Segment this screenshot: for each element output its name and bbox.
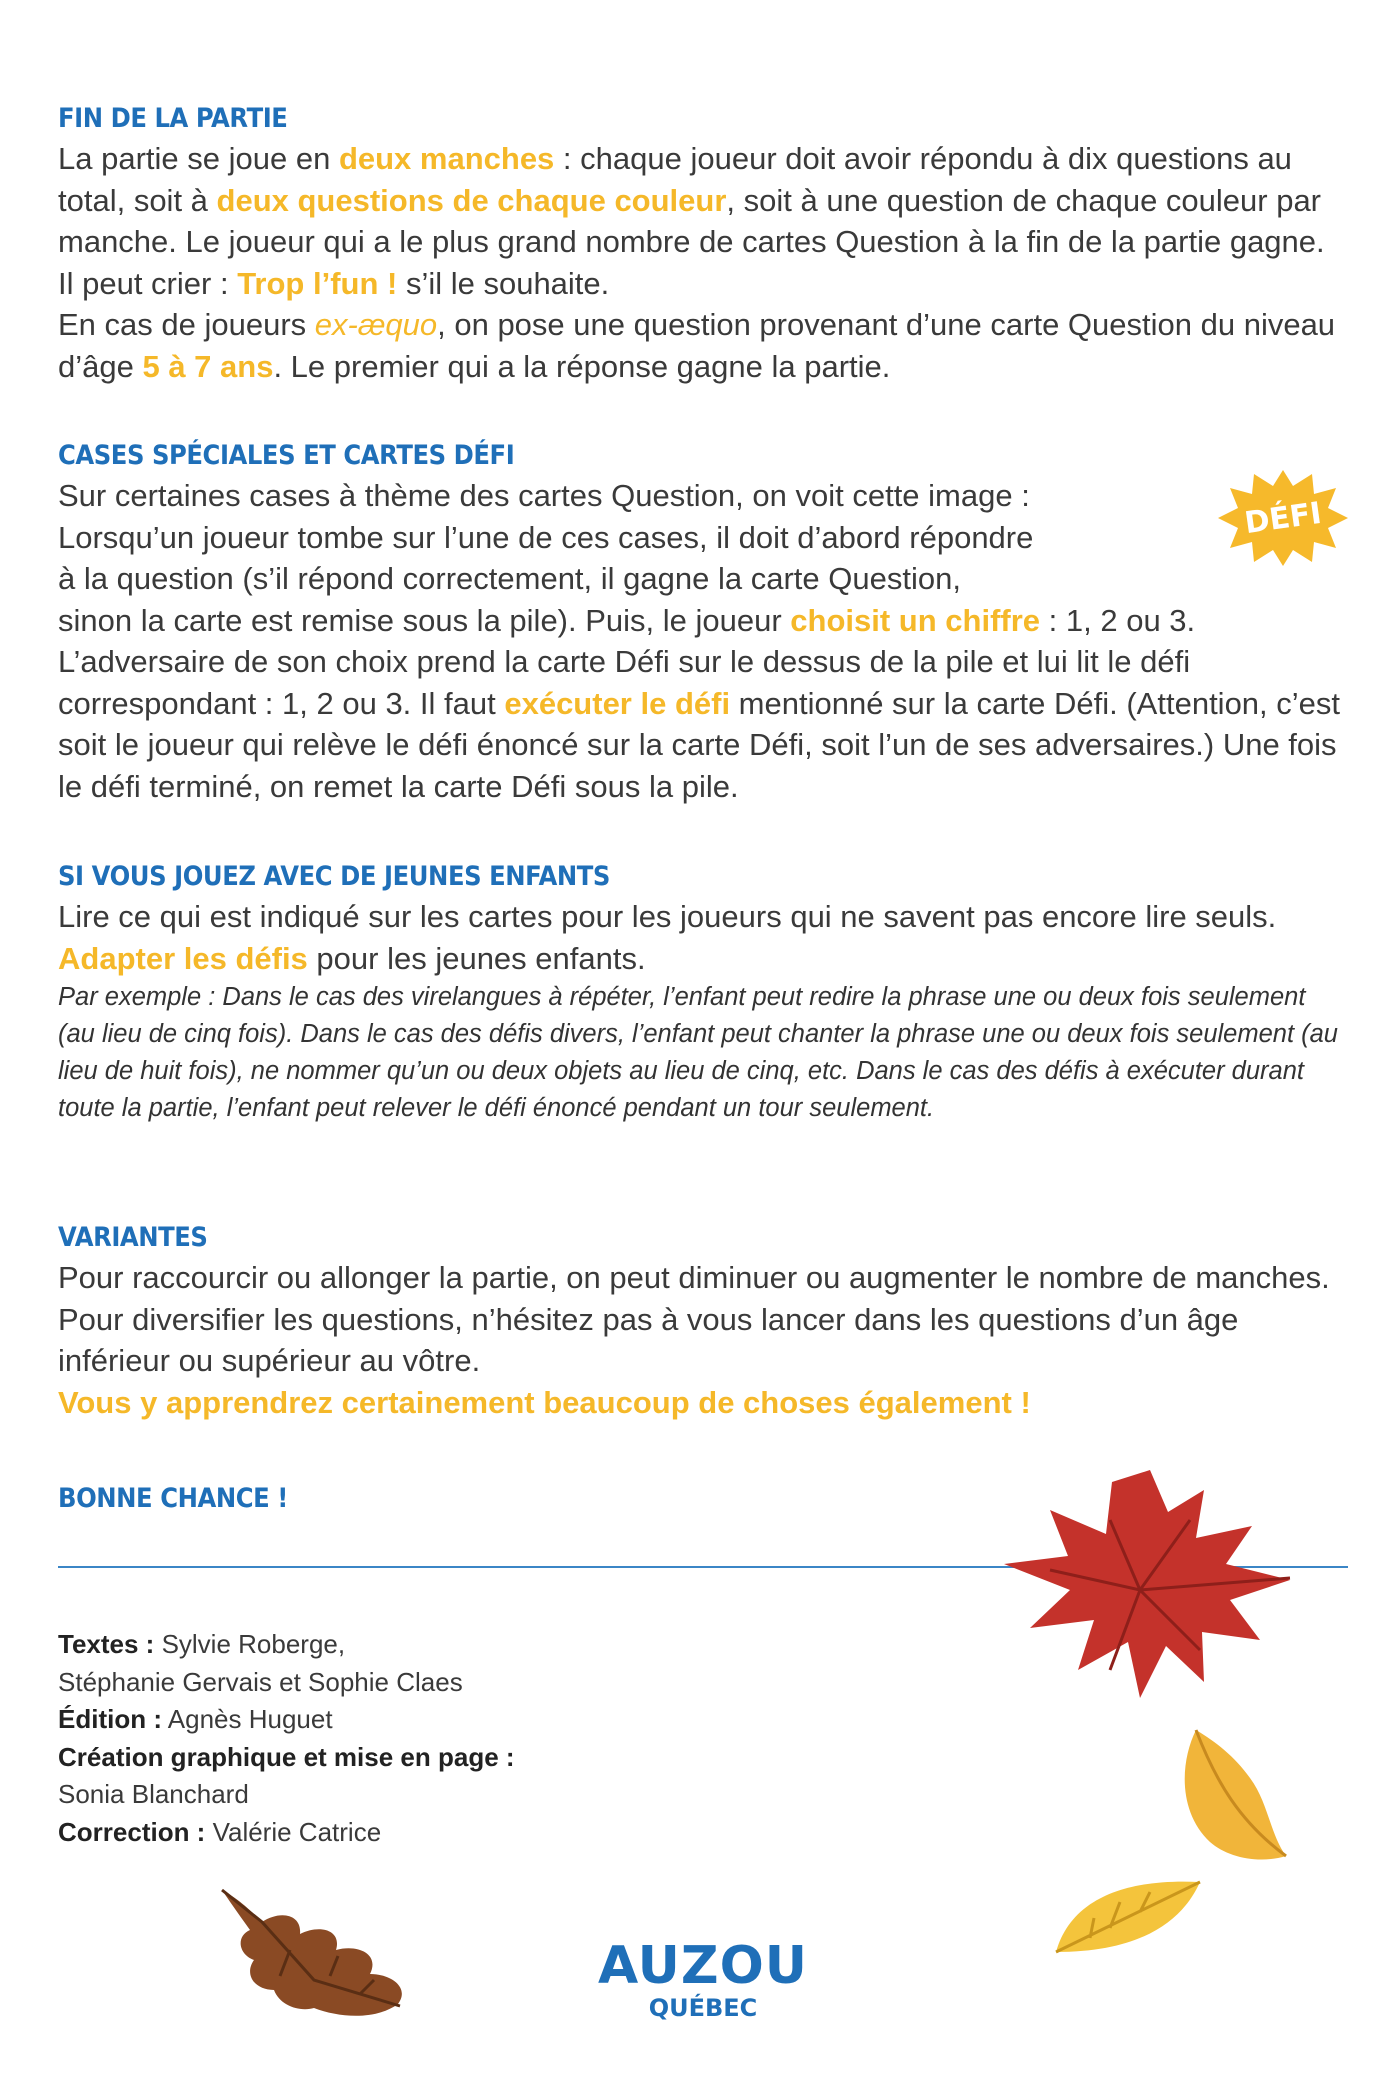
credits [58,1626,618,1851]
text-span: , soit à une question de chaque couleur par manche. Le joueur qui a le plus grand nombre de cartes Question à la fin de la partie gagne. Il peut crier : [58,182,1325,301]
brown-oak-leaf-icon [210,1880,430,2030]
section-fin-de-partie [58,100,1348,387]
credit-edition [58,1701,618,1739]
section-cases-speciales [58,437,1348,807]
highlight-deux-questions: deux questions de chaque couleur [216,182,727,218]
credit-value: Sylvie Roberge, [154,1629,346,1659]
credit-value: Sonia Blanchard [58,1779,249,1809]
credit-value: Valérie Catrice [205,1816,382,1847]
section-jeunes-enfants [58,858,1348,1127]
text-line: Lorsqu’un joueur tombe sur l’une de ces cases, il doit d’abord répondre [58,519,1034,555]
credit-value: Stéphanie Gervais et Sophie Claes [58,1666,463,1697]
section-body-variantes [58,1257,1348,1423]
highlight-adapter-defis: Adapter les défis [58,940,308,976]
text-span: : 1, 2 ou 3. L’adversaire de son choix prend la carte Défi sur le dessus de la pile et lui lit le défi correspondant : 1, 2 ou 3. Il faut [58,602,1196,721]
credit-label: Correction : [58,1816,206,1847]
credit-label: Textes : [58,1629,155,1659]
defi-badge-icon [1216,468,1350,568]
text-line: à la question (s’il répond correctement, il gagne la carte Question, [58,561,961,596]
credit-value: Agnès Huguet [161,1704,333,1734]
section-variantes [58,1219,1348,1423]
text-span: sinon la carte est remise sous la pile). Puis, le joueur [58,602,791,638]
section-body-fin [58,138,1348,387]
highlight-choisit-chiffre: choisit un chiffre [790,602,1041,638]
text-span: : chaque joueur doit avoir répondu à dix questions au total, soit à [58,141,1292,218]
section-title-fin: FIN DE LA PARTIE [58,103,288,134]
credit-label: Création graphique et mise en page : [58,1741,515,1772]
text-span: s’il le souhaite. [397,265,610,301]
credit-label: Édition : [58,1704,162,1734]
text-span: , on pose une question provenant d’une carte Question du niveau d’âge [58,307,1336,384]
text-line: Sur certaines cases à thème des cartes Question, on voit cette image : [58,478,1030,513]
example-paragraph: Par exemple : Dans le cas des virelangues à répéter, l’enfant peut redire la phrase une ou deux fois seulement (au lieu de cinq fois). Dans le cas des défis divers, l’enfant peut chanter la phrase une ou deux fois seulement (au lieu de huit fois), ne nommer qu’un ou deux objets au lieu de cinq, etc. Dans le cas des défis à exécuter durant toute la partie, l’enfant peut relever le défi énoncé pendant un tour seulement. [58,983,1338,1122]
text-span: Pour raccourcir ou allonger la partie, on peut diminuer ou augmenter le nombre de manches. Pour diversifier les questions, n’hésitez pas à vous lancer dans les questions d’un âge inférieur ou supérieur au vôtre. [58,1260,1330,1378]
yellow-leaf-icon [1170,1722,1300,1872]
highlight-age-range: 5 à 7 ans [142,348,274,384]
logo-brand: AUZOU [598,1936,809,1996]
section-title-chance: BONNE CHANCE ! [58,1483,288,1514]
defi-badge-label: DÉFI [1242,495,1324,542]
auzou-quebec-logo [598,1938,808,2022]
section-title-cases: CASES SPÉCIALES ET CARTES DÉFI [58,440,515,471]
logo-subtitle: QUÉBEC [648,1994,758,2022]
text-span: La partie se joue en [58,141,339,176]
credit-correction [58,1814,618,1852]
credit-textes [58,1626,618,1701]
text-span: pour les jeunes enfants. [307,940,646,976]
small-yellow-leaf-icon [1050,1872,1210,1962]
section-title-jeunes: SI VOUS JOUEZ AVEC DE JEUNES ENFANTS [58,861,610,892]
highlight-trop-lfun: Trop l’fun ! [237,265,398,301]
text-span: En cas de joueurs [58,307,315,342]
red-maple-leaf-icon [990,1460,1310,1710]
highlight-apprendrez: Vous y apprendrez certainement beaucoup de choses également ! [58,1384,1031,1420]
text-span: Lire ce qui est indiqué sur les cartes pour les joueurs qui ne savent pas encore lire seuls. [58,899,1277,934]
credit-creation [58,1739,618,1814]
section-body-cases [58,475,1348,807]
highlight-ex-aequo: ex-æquo [314,307,438,342]
section-title-variantes: VARIANTES [58,1222,208,1253]
section-body-jeunes [58,896,1348,979]
highlight-executer-defi: exécuter le défi [504,685,731,721]
text-span: mentionné sur la carte Défi. (Attention, c’est soit le joueur qui relève le défi énoncé sur la carte Défi, soit l’un de ses adversaires.) Une fois le défi terminé, on remet la carte Défi sous la pile. [58,685,1341,804]
highlight-deux-manches: deux manches [338,141,555,176]
text-span: . Le premier qui a la réponse gagne la partie. [273,348,891,384]
